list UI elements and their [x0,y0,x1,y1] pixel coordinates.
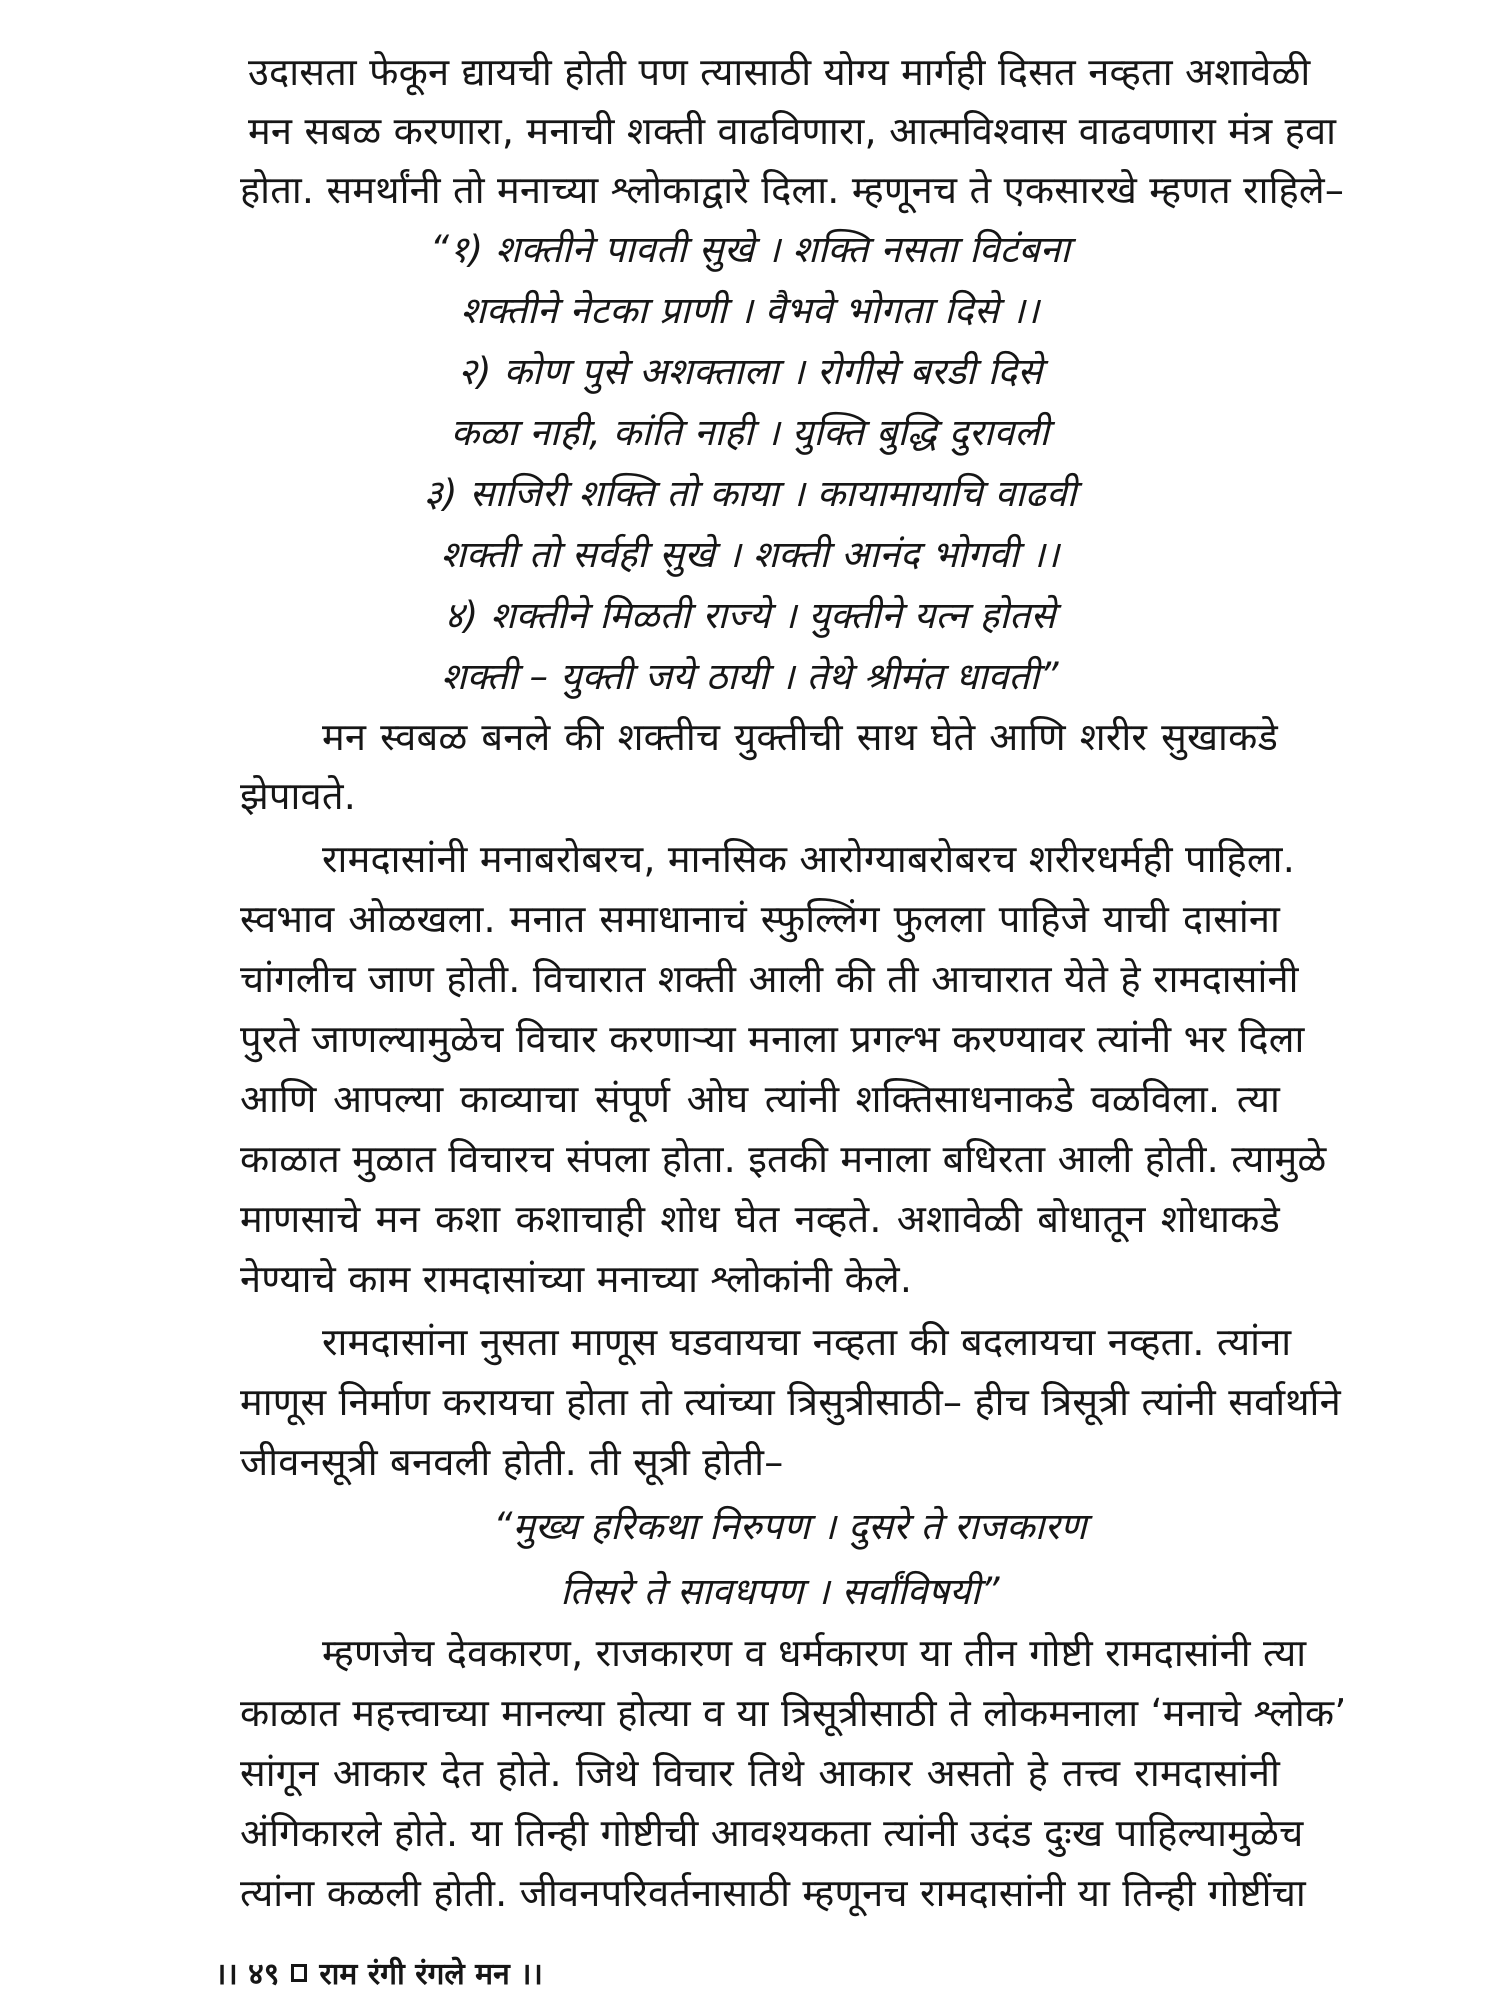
text-line: होता. समर्थांनी तो मनाच्या श्लोकाद्वारे दिला. म्हणूनच ते एकसारखे म्हणत राहिले– [240,168,1345,212]
verse-line: “१) शक्तीने पावती सुखे । शक्ति नसता विटंबना [429,228,1071,271]
text-line: मन स्वबळ बनले की शक्तीच युक्तीची साथ घेते आणि शरीर सुखाकडे [322,715,1278,759]
text-line: चांगलीच जाण होती. विचारात शक्ती आली की ती आचारात येते हे रामदासांनी [240,957,1299,1001]
text-line: जीवनसूत्री बनवली होती. ती सूत्री होती– [240,1440,784,1484]
verse-line: शक्ती – युक्ती जये ठायी । तेथे श्रीमंत धावती” [441,655,1059,698]
verse-line: शक्ती तो सर्वही सुखे । शक्ती आनंद भोगवी ।। [440,533,1060,576]
text-line: झेपावते. [240,774,357,818]
text-line: नेण्याचे काम रामदासांच्या मनाच्या श्लोकांनी केले. [240,1257,913,1301]
page-footer [215,1952,543,1993]
text-line: पुरते जाणल्यामुळेच विचार करणाऱ्या मनाला प्रगल्भ करण्यावर त्यांनी भर दिला [240,1017,1305,1061]
text-line: रामदासांना नुसता माणूस घडवायचा नव्हता की बदलायचा नव्हता. त्यांना [322,1320,1292,1364]
text-line: माणसाचे मन कशा कशाचाही शोध घेत नव्हते. अशावेळी बोधातून शोधाकडे [240,1197,1280,1241]
text-line: मन सबळ करणारा, मनाची शक्ती वाढविणारा, आत्मविश्वास वाढवणारा मंत्र हवा [248,109,1337,153]
footer-page-number: ।। ४९ [215,1957,280,1992]
verse-line: २) कोण पुसे अशक्ताला । रोगीसे बरडी दिसे [457,350,1043,393]
verse-line: “मुख्य हरिकथा निरुपण । दुसरे ते राजकारण [493,1505,1087,1548]
footer-book-title: राम रंगी रंगले मन ।। [319,1957,543,1992]
verse-line: कळा नाही, कांति नाही । युक्ति बुद्धि दुरावली [450,411,1050,454]
verse-line: तिसरे ते सावधपण । सर्वांविषयी” [560,1570,1000,1613]
text-line: उदासता फेकून द्यायची होती पण त्यासाठी योग्य मार्गही दिसत नव्हता अशावेळी [248,50,1311,94]
text-line: काळात मुळात विचारच संपला होता. इतकी मनाला बधिरता आली होती. त्यामुळे [240,1137,1327,1181]
verse-line: ४) शक्तीने मिळती राज्ये । युक्तीने यत्न होतसे [444,594,1056,637]
text-line: माणूस निर्माण करायचा होता तो त्यांच्या त्रिसुत्रीसाठी– हीच त्रिसूत्री त्यांनी सर्वार्थाने [240,1380,1341,1424]
text-line: म्हणजेच देवकारण, राजकारण व धर्मकारण या तीन गोष्टी रामदासांनी त्या [322,1631,1307,1675]
text-line: आणि आपल्या काव्याचा संपूर्ण ओघ त्यांनी शक्तिसाधनाकडे वळविला. त्या [240,1077,1280,1121]
text-line: अंगिकारले होते. या तिन्ही गोष्टीची आवश्यकता त्यांनी उदंड दुःख पाहिल्यामुळेच [240,1811,1304,1855]
square-ornament-icon [291,1964,307,1982]
verse-line: ३) साजिरी शक्ति तो काया । कायामायाचि वाढवी [423,472,1077,515]
verse-line: शक्तीने नेटका प्राणी । वैभवे भोगता दिसे ।। [460,289,1040,332]
text-line: स्वभाव ओळखला. मनात समाधानाचं स्फुल्लिंग फुलला पाहिजे याची दासांना [240,897,1280,941]
text-line: सांगून आकार देत होते. जिथे विचार तिथे आकार असतो हे तत्त्व रामदासांनी [240,1751,1280,1795]
text-line: रामदासांनी मनाबरोबरच, मानसिक आरोग्याबरोबरच शरीरधर्मही पाहिला. [322,837,1295,881]
text-line: त्यांना कळली होती. जीवनपरिवर्तनासाठी म्हणूनच रामदासांनी या तिन्ही गोष्टींचा [240,1871,1306,1915]
text-line: काळात महत्त्वाच्या मानल्या होत्या व या त्रिसूत्रीसाठी ते लोकमनाला ‘मनाचे श्लोक’ [240,1691,1347,1735]
